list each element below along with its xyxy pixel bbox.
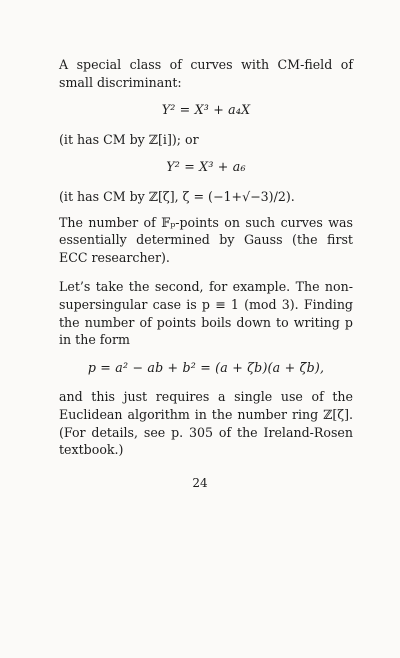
page-number: 24 (192, 476, 208, 490)
cm-note-1: (it has CM by ℤ[i]); or (59, 131, 199, 147)
equation-3: p = a² − ab + b² = (a + ζb)(a + ζ̄b), (87, 359, 325, 375)
page-body (59, 56, 353, 459)
equation-2: Y² = X³ + a₆ (166, 159, 246, 175)
cm-note-2: (it has CM by ℤ[ζ], ζ = (−1+√−3)/2). (59, 188, 295, 204)
example-paragraph: Let’s take the second, for example. The non-supersingular case is p ≡ 1 (mod 3). Finding the number of points boils down to writing p in the form (59, 279, 353, 348)
euclid-paragraph: and this just requires a single use of the Euclidean algorithm in the number ring ℤ[ζ]. (For details, see p. 305 of the Ireland-Rosen textbook.) (59, 389, 353, 458)
gauss-paragraph: The number of 𝔽ₚ-points on such curves was essentially determined by Gauss (the first ECC researcher). (59, 214, 353, 265)
equation-1: Y² = X³ + a₄X (161, 102, 251, 118)
intro-paragraph: A special class of curves with CM-field of small discriminant: (59, 57, 353, 90)
